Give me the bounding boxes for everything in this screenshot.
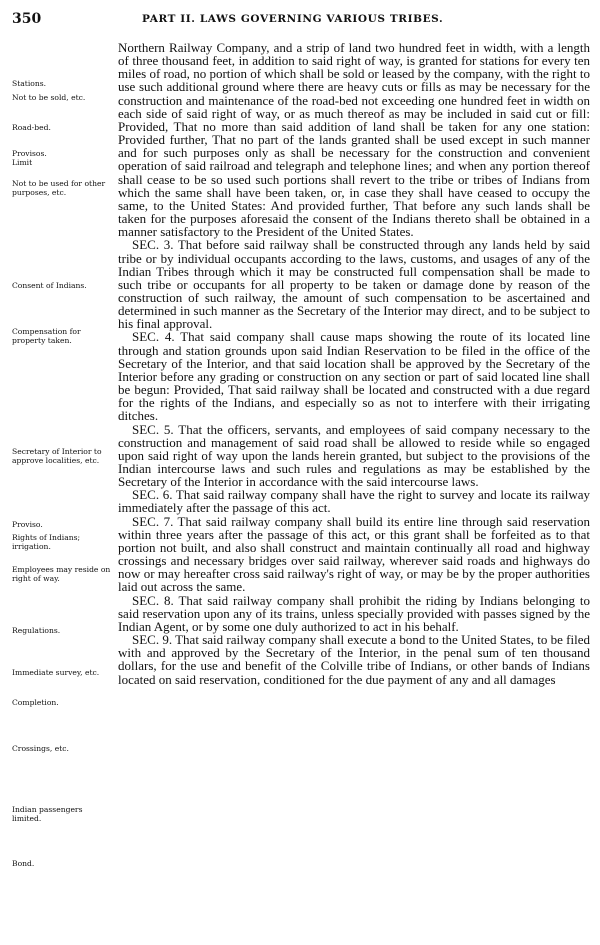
section-7: SEC. 7. That said railway company shall build its entire line through said reservation within three years after the passage of this act, or this grant shall be forfeited as to that portion not built, and also shall construct and maintain continually all road and highway crossings and necessary bridges over said railway, wherever said roads and highways do now or may hereafter cross said railway's right of way, or may be by the proper authorities laid out across the same. [118,513,590,595]
margin-note: Proviso. [12,520,43,529]
page-number: 350 [12,11,42,27]
running-head: PART II. LAWS GOVERNING VARIOUS TRIBES. [142,13,444,25]
margin-note: Employees may reside on right of way. [12,565,111,583]
section-3: SEC. 3. That before said railway shall be constructed through any lands held by said tribe or by individual occupants according to the laws, customs, and usages of any of the Indian Tribes through which it may be constructed full compensation shall be made to such tribe or occupants for all property to be taken or damage done by reason of the construction of such railway, the amount of such compensation to be ascertained and determined in such manner as the Secretary of the Interior may direct, and to be subject to his final approval. [118,237,590,332]
margin-note: Secretary of Interior to approve localities, etc. [12,447,102,465]
margin-note: Consent of Indians. [12,281,87,290]
section-6: SEC. 6. That said railway company shall have the right to survey and locate its railway immediately after the passage of this act. [118,487,590,516]
margin-note: Stations. [12,79,47,88]
margin-note: Compensation for property taken. [12,327,81,345]
margin-notes [12,0,112,945]
body-text [118,41,590,686]
margin-note: Bond. [12,859,35,868]
section-5: SEC. 5. That the officers, servants, and employees of said company necessary to the construction and management of said road shall be allowed to reside while so engaged upon said right of way upon the lands herein granted, but subject to the provisions of the Indian intercourse laws and such rules and regulations as may be established by the Secretary of the Interior in accordance with the said intercourse laws. [118,421,590,490]
margin-note: Provisos. Limit [12,149,47,167]
margin-note: Crossings, etc. [12,744,69,753]
margin-note: Immediate survey, etc. [12,668,100,677]
margin-note: Not to be used for other purposes, etc. [12,179,106,197]
margin-note: Road-bed. [12,123,51,132]
margin-note: Regulations. [12,626,61,635]
margin-note: Rights of Indians; irrigation. [12,533,81,551]
section-4: SEC. 4. That said company shall cause maps showing the route of its located line through and station grounds upon said Indian Reservation to be filed in the office of the Secretary of the Interior, and that said location shall be approved by the Secretary of the Interior before any grading or construction on any section or part of said located line shall be begun: Provided, That said railway shall be located and constructed with a due regard for the rights of the Indians, and especially so as not to interfere with their irrigating ditches. [118,329,590,424]
margin-note: Not to be sold, etc. [12,93,86,102]
margin-note: Completion. [12,698,59,707]
paragraph-continuation: Northern Railway Company, and a strip of land two hundred feet in width, with a length of three thousand feet, in addition to said right of way, is granted for stations for every ten miles of road, no portion of which shall be sold or leased by the company, with the right to use such additional ground where there are heavy cuts or fills as may be necessary for the construction and maintenance of the road-bed not exceeding one hundred feet in width on each side of said right of way, or as much thereof as may be included in said cut or fill: Provided, That no more than said addition of land shall be taken for any one station: Provided further, That no part of the lands granted shall be used except in such manner and for such purposes only as shall be necessary for the construction and convenient operation of said railroad and telegraph and telephone lines; and when any portion thereof shall cease to be so used such portions shall revert to the tribe or tribes of Indians from which the same shall have been taken, or, in case they shall have ceased to occupy the same, to the United States: And provided further, That before any such lands shall be taken for the purposes aforesaid the consent of the Indians thereto shall be obtained in a manner satisfactory to the President of the United States. [118,40,590,240]
margin-note: Indian passengers limited. [12,805,83,823]
section-9: SEC. 9. That said railway company shall execute a bond to the United States, to be filed with and approved by the Secretary of the Interior, in the penal sum of ten thousand dollars, for the use and benefit of the Colville tribe of Indians, or other bands of Indians located on said reservation, conditioned for the due payment of any and all damages [118,632,590,687]
section-8: SEC. 8. That said railway company shall prohibit the riding by Indians belonging to said reservation upon any of its trains, unless specially provided with passes signed by the Indian Agent, or by some one duly authorized to act in his behalf. [118,592,590,634]
